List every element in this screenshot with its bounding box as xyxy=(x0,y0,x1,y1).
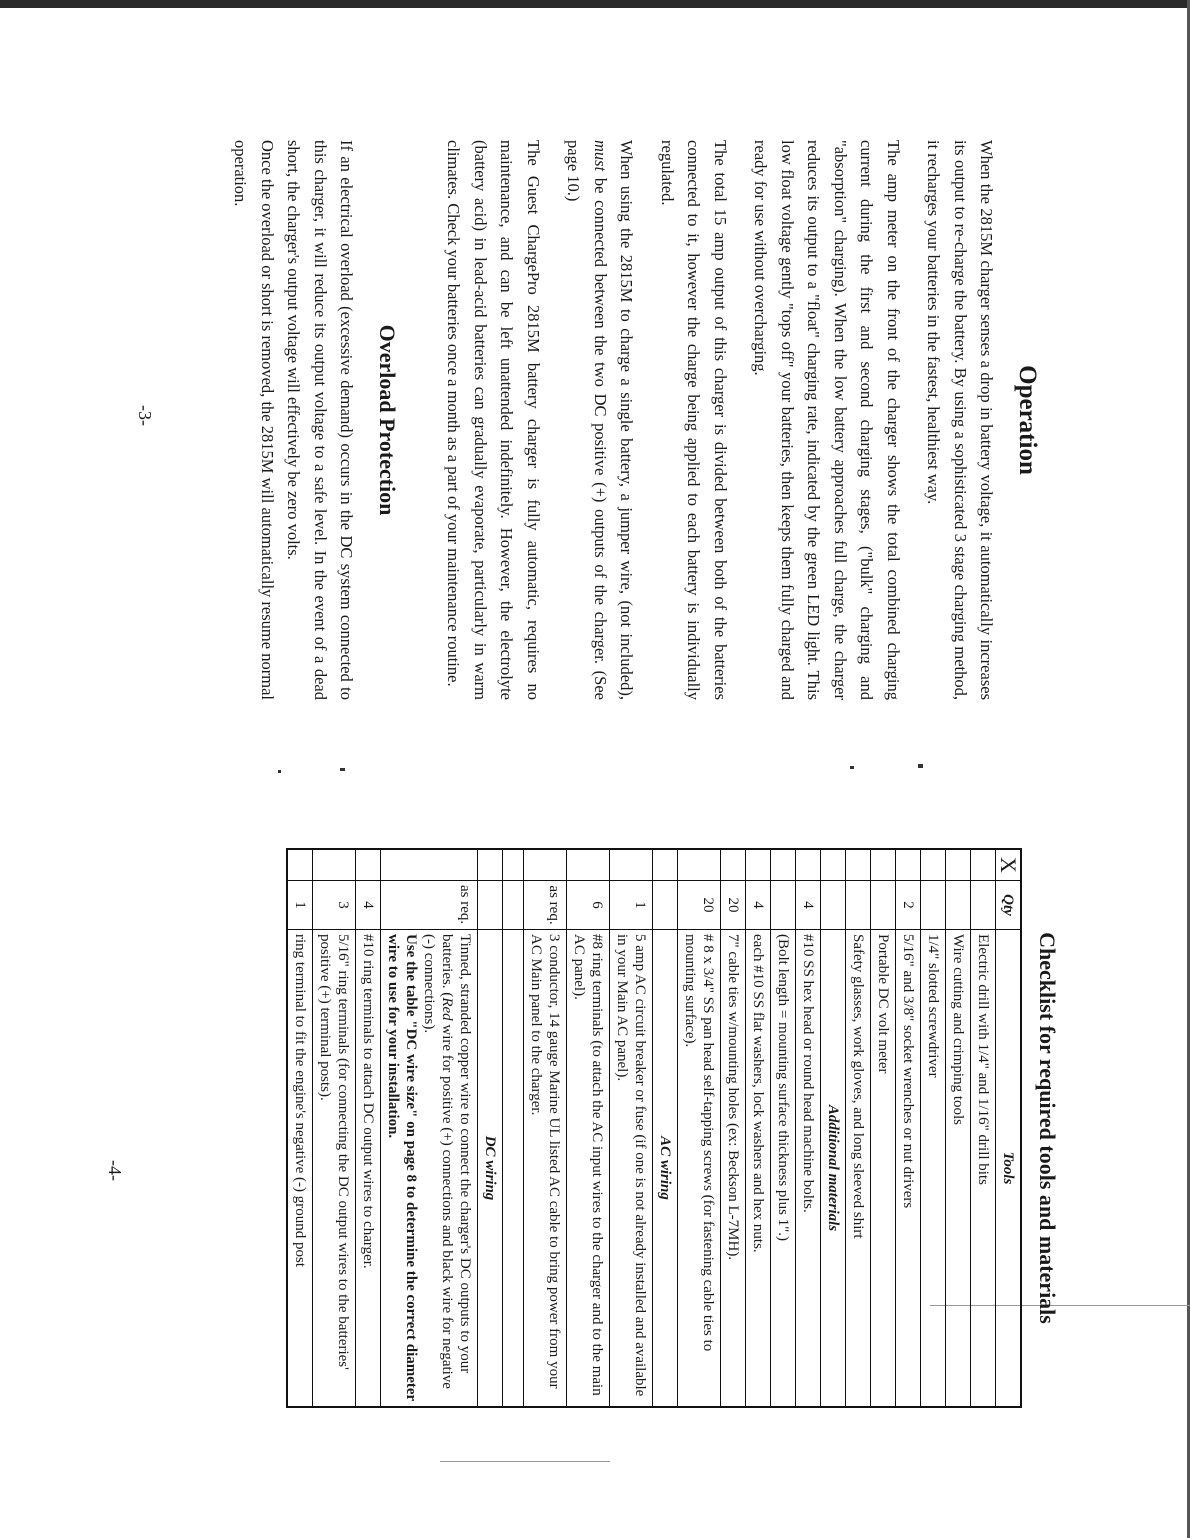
jumper-text-a: When using the 2815M to charge a single battery, a jumper wire, (not included), xyxy=(617,140,637,700)
checkbox-cell[interactable] xyxy=(921,849,946,881)
table-row xyxy=(771,849,796,1407)
checkbox-cell[interactable] xyxy=(721,849,746,881)
item-cell: 5/16" ring terminals (for connecting the DC output wires to the batteries' positive (+) terminal posts). xyxy=(313,930,356,1408)
checkbox-cell[interactable] xyxy=(846,849,871,881)
item-cell: 3 conductor, 14 gauge Marine UL listed AC cable to bring power from your AC Main panel to the charger. xyxy=(524,930,567,1408)
checkbox-cell[interactable] xyxy=(896,849,921,881)
table-row xyxy=(971,849,996,1407)
group-row-dc xyxy=(478,849,503,1407)
header-x: X xyxy=(996,849,1022,881)
item-cell: #10 SS hex head or round head machine bolts. xyxy=(796,930,821,1408)
qty-cell xyxy=(971,881,996,930)
dc-wire-text-a: Tinned, stranded copper wire to connect the charger's DC outputs to your batteries. ( xyxy=(439,934,473,1374)
item-cell: 5 amp AC circuit breaker or fuse (if one is not already installed and available in your Main AC panel). xyxy=(610,930,653,1408)
qty-cell xyxy=(846,881,871,930)
qty-cell: 1 xyxy=(287,881,313,930)
header-qty: Qty xyxy=(996,881,1022,930)
qty-cell: as req. xyxy=(524,881,567,930)
dc-wire-red: Red xyxy=(439,997,455,1021)
table-row xyxy=(721,849,746,1407)
jumper-text-b: be connected between the two DC positive (+) outputs of the charger. (See page 10.) xyxy=(564,140,610,700)
overload-para-1: If an electrical overload (excessive demand) occurs in the DC system connected to this charger, it will reduce its output voltage to a safe level. In the event of a dead short, the charger's output voltage will effectively be zero volts. xyxy=(284,140,357,700)
item-cell: Portable DC volt meter xyxy=(871,930,896,1408)
group-row-ac xyxy=(653,849,678,1407)
checkbox-cell[interactable] xyxy=(287,849,313,881)
item-cell: 5/16" and 3/8" socket wrenches or nut drivers xyxy=(896,930,921,1408)
checkbox-cell[interactable] xyxy=(746,849,771,881)
item-cell: each #10 SS flat washers, lock washers and hex nuts. xyxy=(746,930,771,1408)
table-row xyxy=(381,849,478,1407)
item-cell: #8 ring terminals (to attach the AC input wires to the charger and to the main AC panel). xyxy=(567,930,610,1408)
checkbox-cell[interactable] xyxy=(946,849,971,881)
checkbox-cell[interactable] xyxy=(524,849,567,881)
page-number-3: -3- xyxy=(135,405,155,426)
operation-para-2: The amp meter on the front of the charger shows the total combined charging current during the first and second charging stages, ("bulk" charging and "absorption" charging). When the low battery approaches full charge, the charger reduces its output to a "float" charging rate, indicated by the green LED light. This low float voltage gently "tops off" your batteries, then keeps them fully charged and ready for use without overcharging. xyxy=(751,140,903,700)
table-row xyxy=(796,849,821,1407)
group-row-additional xyxy=(821,849,846,1407)
operation-para-4: The Guest ChargePro 2815M battery charger is fully automatic, requires no maintenance, and can be left unattended indefinitely. However, the electrolyte (battery acid) in lead-acid batteries can gradually evaporate, particularly in warm climates. Check your batteries once a month as a part of your maintenance routine. xyxy=(444,140,543,700)
operation-para-3: The total 15 amp output of this charger is divided between both of the batteries connected to it, however the charge being applied to each battery is individually regulated. xyxy=(658,140,730,700)
checkbox-cell[interactable] xyxy=(971,849,996,881)
checkbox-cell[interactable] xyxy=(313,849,356,881)
operation-para-1: When the 2815M charger senses a drop in battery voltage, it automatically increases its output to re-charge the battery. By using a sophisticated 3 stage charging method, it recharges your batteries in the fastest, healthiest way. xyxy=(924,140,997,700)
qty-cell: 3 xyxy=(313,881,356,930)
checklist-table xyxy=(286,848,1022,1408)
dc-wire-text-b: wire for positive (+) connections and black wire for negative (-) connections). xyxy=(421,934,455,1389)
table-row xyxy=(846,849,871,1407)
jumper-para xyxy=(560,140,640,700)
page-number-4: -4- xyxy=(105,1160,125,1181)
qty-cell xyxy=(871,881,896,930)
table-row xyxy=(313,849,356,1407)
item-cell xyxy=(381,930,478,1408)
qty-cell: 20 xyxy=(721,881,746,930)
qty-cell: 6 xyxy=(567,881,610,930)
operation-title: Operation xyxy=(1014,365,1041,475)
checklist-page xyxy=(286,848,1060,1408)
table-row xyxy=(746,849,771,1407)
qty-cell xyxy=(946,881,971,930)
checkbox-cell[interactable] xyxy=(796,849,821,881)
qty-cell: as req. xyxy=(381,881,478,930)
checkbox-cell[interactable] xyxy=(356,849,381,881)
table-row xyxy=(896,849,921,1407)
qty-cell: 4 xyxy=(796,881,821,930)
jumper-emphasis: must xyxy=(591,140,610,172)
qty-cell: 2 xyxy=(896,881,921,930)
table-row xyxy=(356,849,381,1407)
checkbox-cell[interactable] xyxy=(610,849,653,881)
qty-cell xyxy=(921,881,946,930)
table-row xyxy=(287,849,313,1407)
item-cell: #10 ring terminals to attach DC output wires to charger. xyxy=(356,930,381,1408)
table-row xyxy=(524,849,567,1407)
item-cell: Safety glasses, work gloves, and long sleeved shirt xyxy=(846,930,871,1408)
group-label-dc: DC wiring xyxy=(478,930,503,1408)
table-row xyxy=(678,849,721,1407)
qty-cell xyxy=(771,881,796,930)
item-cell: # 8 x 3/4" SS pan head self-tapping screws (for fastening cable ties to mounting surface). xyxy=(678,930,721,1408)
checkbox-cell[interactable] xyxy=(678,849,721,881)
checkbox-cell[interactable] xyxy=(771,849,796,881)
item-cell: 7" cable ties w/mounting holes (ex: Beckson L-7MH). xyxy=(721,930,746,1408)
qty-cell: 1 xyxy=(610,881,653,930)
checkbox-cell[interactable] xyxy=(381,849,478,881)
item-cell: (Bolt length = mounting surface thickness plus 1".) xyxy=(771,930,796,1408)
table-row xyxy=(871,849,896,1407)
operation-page xyxy=(227,140,1040,700)
overload-para-2: Once the overload or short is removed, the 2815M will automatically resume normal operation. xyxy=(231,140,277,700)
item-cell: 1/4" slotted screwdriver xyxy=(921,930,946,1408)
table-row xyxy=(567,849,610,1407)
table-row xyxy=(610,849,653,1407)
checkbox-cell[interactable] xyxy=(871,849,896,881)
header-tools: Tools xyxy=(996,930,1022,1408)
item-cell: ring terminal to fit the engine's negative (-) ground post xyxy=(287,930,313,1408)
table-header-row xyxy=(996,849,1022,1407)
item-cell: Wire cutting and crimping tools xyxy=(946,930,971,1408)
overload-title: Overload Protection xyxy=(375,324,400,516)
table-row xyxy=(946,849,971,1407)
blank-row xyxy=(503,849,524,1407)
qty-cell: 20 xyxy=(678,881,721,930)
qty-cell: 4 xyxy=(356,881,381,930)
qty-cell: 4 xyxy=(746,881,771,930)
group-label-ac: AC wiring xyxy=(653,930,678,1408)
group-label-additional: Additional materials xyxy=(821,930,846,1408)
table-row xyxy=(921,849,946,1407)
checkbox-cell[interactable] xyxy=(567,849,610,881)
checklist-title: Checklist for required tools and materials xyxy=(1035,932,1060,1324)
item-cell: Electric drill with 1/4" and 1/16" drill bits xyxy=(971,930,996,1408)
dc-wire-bold-note: Use the table "DC wire size" on page 8 to determine the correct diameter wire to use for your installation. xyxy=(385,934,419,1401)
